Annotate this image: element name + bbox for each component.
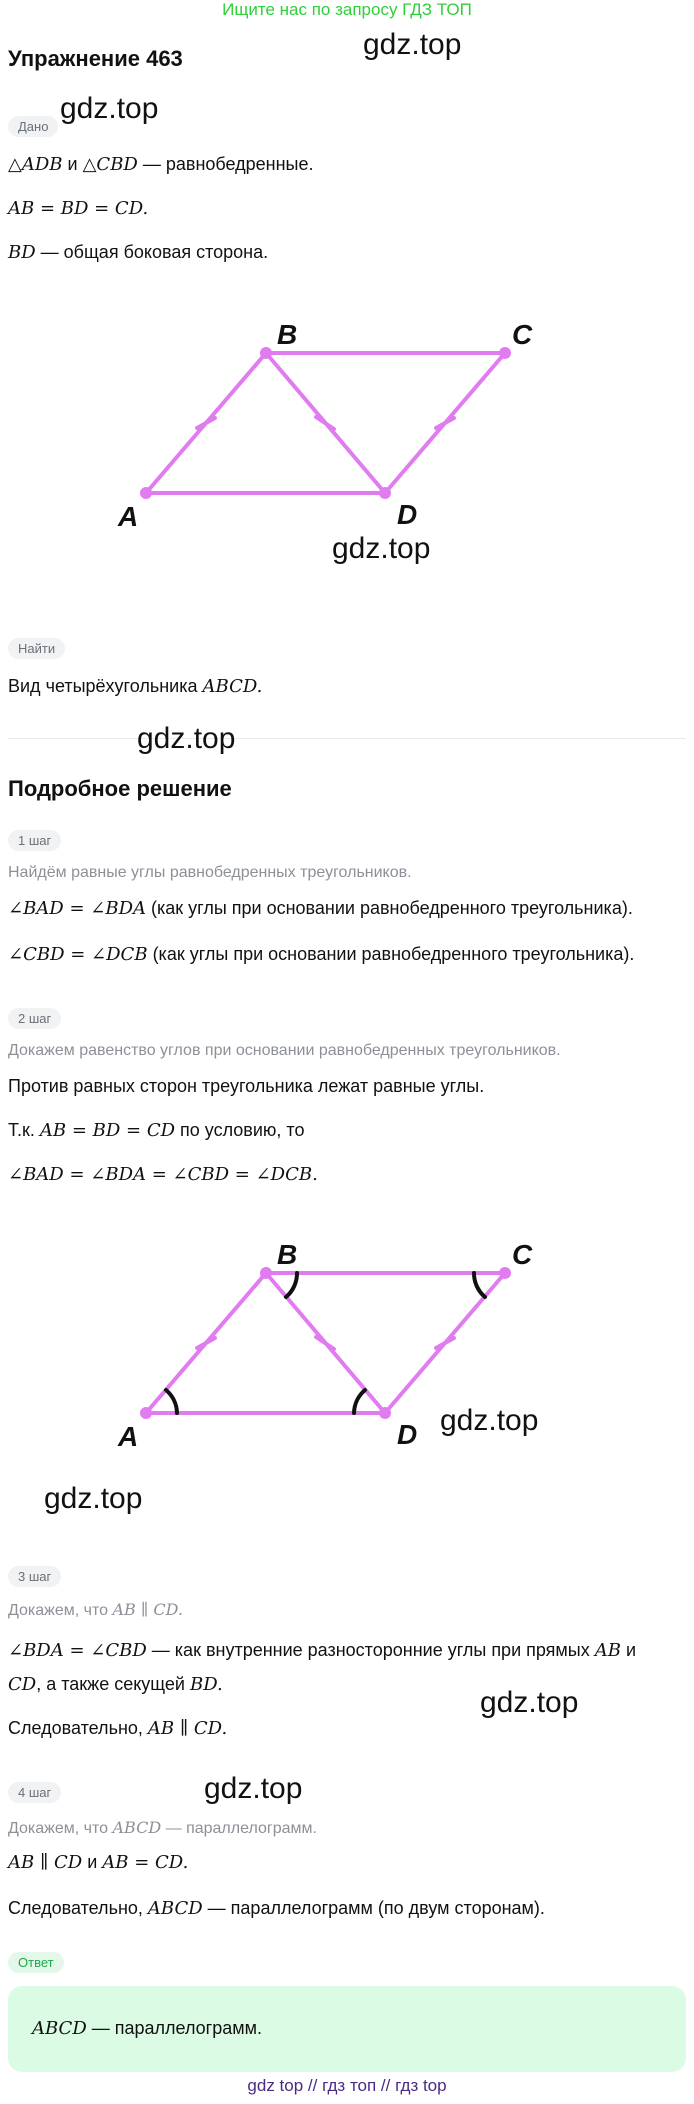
step-2-line-1: Против равных сторон треугольника лежат равные углы. [8,1076,485,1096]
step-1-label: 1 шаг [8,830,61,851]
step-2-label: 2 шаг [8,1008,61,1029]
tick-cd [436,1338,454,1348]
exercise-title: Упражнение 463 [8,46,183,71]
point-b [260,347,272,359]
given-line-2: AB = BD = CD. [8,198,149,219]
tick-bd [316,417,334,429]
point-d [379,487,391,499]
step-1-hint: Найдём равные углы равнобедренных треугольников. [8,864,412,881]
label-a: A [118,1421,139,1452]
step-3-label: 3 шаг [8,1566,61,1587]
watermark: gdz.top [204,1772,303,1805]
tick-ab [197,1338,215,1348]
step-1-line-1: ∠BAD = ∠BDA (как углы при основании равнобедренного треугольника). [8,898,633,919]
label-a: A [118,501,139,532]
figure-parallelogram-2 [0,1220,694,1460]
watermark: gdz.top [440,1404,539,1437]
point-c [499,1267,511,1279]
watermark: gdz.top [363,28,462,61]
tick-cd [436,418,454,428]
watermark: gdz.top [44,1482,143,1515]
angle-arc-cbd [286,1273,297,1297]
watermark: gdz.top [137,722,236,755]
step-3-line-2: CD, а также секущей BD. [8,1674,223,1695]
find-line: Вид четырёхугольника ABCD. [8,676,263,697]
divider [8,738,686,739]
given-label: Дано [8,116,58,137]
step-2-line-3: ∠BAD = ∠BDA = ∠CBD = ∠DCB. [8,1164,318,1185]
step-3-line-1: ∠BDA = ∠CBD — как внутренние разносторонние углы при прямых AB и [8,1640,637,1661]
step-1-line-2: ∠CBD = ∠DCB (как углы при основании равнобедренного треугольника). [8,944,635,965]
label-b: B [277,1239,298,1270]
angle-arc-bad [166,1390,177,1413]
tick-ab [197,418,215,428]
tick-bd [316,1337,334,1349]
label-b: B [277,319,298,350]
label-c: C [512,1239,533,1270]
step-2-line-2: Т.к. AB = BD = CD по условию, то [8,1120,305,1141]
point-a [140,487,152,499]
label-d: D [397,499,418,530]
answer-label: Ответ [8,1952,64,1973]
point-c [499,347,511,359]
figure-parallelogram-1 [0,300,694,540]
solution-title: Подробное решение [8,776,232,801]
point-b [260,1267,272,1279]
point-a [140,1407,152,1419]
step-4-line-2: Следовательно, ABCD — параллелограмм (по двум сторонам). [8,1898,545,1919]
find-label: Найти [8,638,65,659]
angle-arc-bda [354,1390,365,1413]
label-c: C [512,319,533,350]
step-2-hint: Докажем равенство углов при основании равнобедренных треугольников. [8,1042,561,1059]
label-d: D [397,1419,418,1450]
watermark: gdz.top [332,532,431,565]
angle-arc-dcb [474,1273,485,1297]
step-3-hint: Докажем, что AB ∥ CD. [8,1600,183,1619]
top-banner[interactable]: Ищите нас по запросу ГДЗ ТОП [222,0,472,19]
watermark: gdz.top [480,1686,579,1719]
footer-links[interactable]: gdz top // гдз топ // гдз top [247,2076,447,2095]
step-3-line-3: Следовательно, AB ∥ CD. [8,1718,228,1739]
step-4-line-1: AB ∥ CD и AB = CD. [8,1852,189,1873]
point-d [379,1407,391,1419]
step-4-hint: Докажем, что ABCD — параллелограмм. [8,1818,317,1837]
given-line-1: △ADB и △CBD — равнобедренные. [8,154,314,175]
given-line-3: BD — общая боковая сторона. [8,242,269,263]
step-4-label: 4 шаг [8,1782,61,1803]
answer-text: ABCD — параллелограмм. [32,2018,263,2039]
watermark: gdz.top [60,92,159,125]
